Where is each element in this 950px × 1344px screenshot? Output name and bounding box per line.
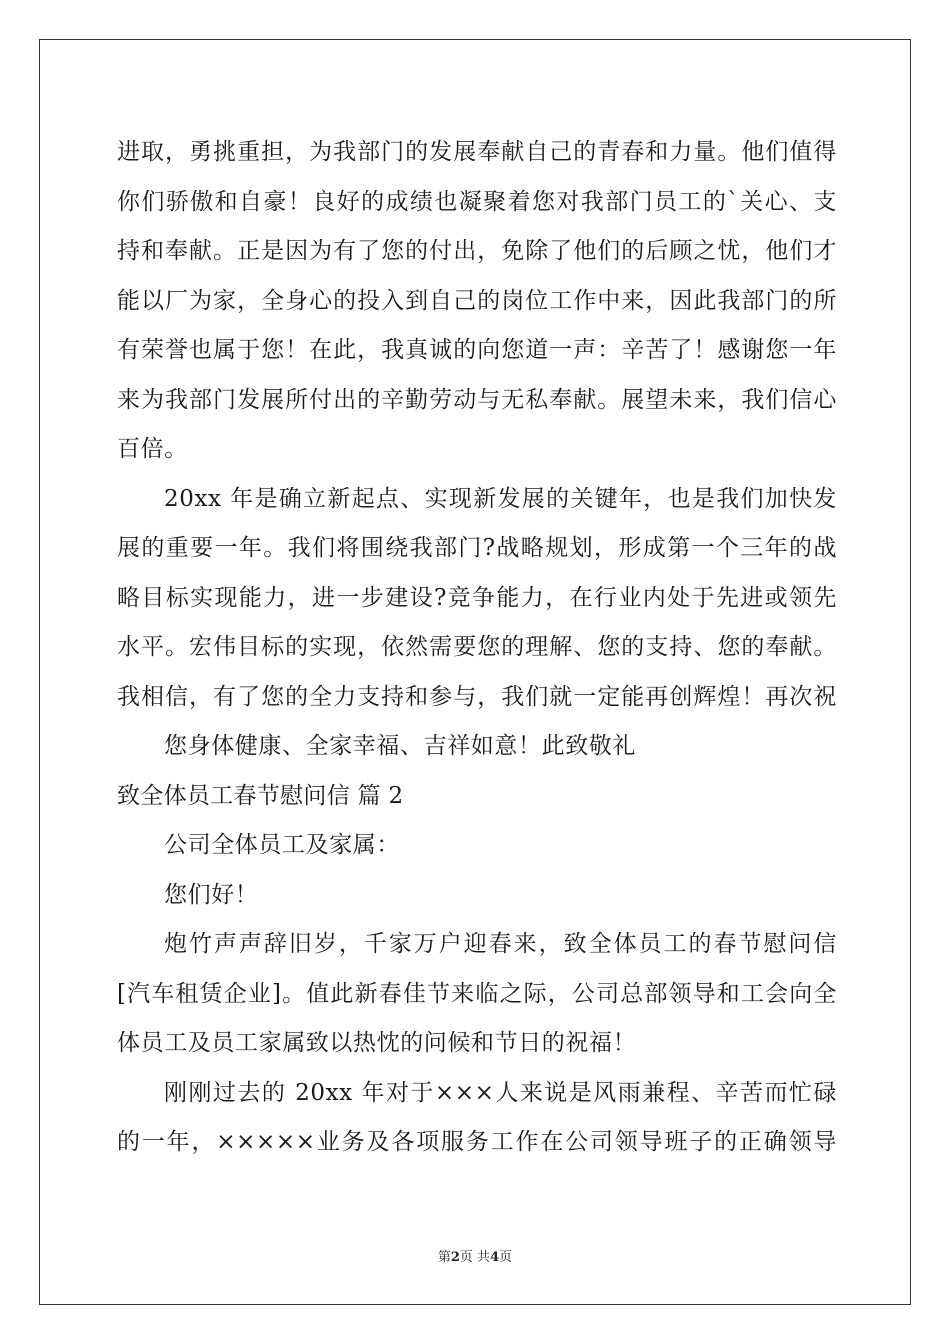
footer-suffix: 页: [499, 1250, 513, 1265]
text-line: 来为我部门发展所付出的辛勤劳动与无私奉献。展望未来，我们信心: [117, 386, 837, 413]
text-line: 持和奉献。正是因为有了您的付出，免除了他们的后顾之忧，他们才: [117, 238, 837, 264]
footer-prefix: 第: [437, 1250, 451, 1265]
text-line: 你们骄傲和自豪！良好的成绩也凝聚着您对我部门员工的`关心、支: [117, 188, 837, 215]
total-page-number: 4: [490, 1250, 500, 1265]
text-line: 能以厂为家，全身心的投入到自己的岗位工作中来，因此我部门的所: [117, 287, 837, 314]
text-line: 刚刚过去的 20xx 年对于×××人来说是风雨兼程、辛苦而忙碌: [164, 1079, 837, 1106]
text-line: 水平。宏伟目标的实现，依然需要您的理解、您的支持、您的奉献。: [117, 634, 837, 660]
text-line: 展的重要一年。我们将围绕我部门?战略规划，形成第一个三年的战: [117, 535, 837, 561]
text-line: 您们好！: [164, 881, 259, 908]
text-line: 公司全体员工及家属：: [164, 832, 400, 858]
page-footer: [0, 1246, 950, 1265]
text-line: 百倍。: [117, 436, 188, 462]
text-line: 您身体健康、全家幸福、吉祥如意！此致敬礼: [164, 733, 636, 759]
text-line: 炮竹声声辞旧岁，千家万户迎春来，致全体员工的春节慰问信: [164, 931, 837, 957]
text-line: [汽车租赁企业]。值此新春佳节来临之际，公司总部领导和工会向全: [117, 980, 837, 1007]
current-page-number: 2: [450, 1250, 460, 1265]
text-line: 我相信，有了您的全力支持和参与，我们就一定能再创辉煌！再次祝: [117, 683, 837, 710]
section-heading: 致全体员工春节慰问信 篇 2: [117, 782, 404, 809]
text-line: 有荣誉也属于您！在此，我真诚的向您道一声：辛苦了！感谢您一年: [117, 337, 837, 363]
document-body: [117, 128, 837, 1168]
text-line: 的一年，×××××业务及各项服务工作在公司领导班子的正确领导: [117, 1129, 837, 1155]
footer-mid: 页 共: [459, 1250, 491, 1265]
text-line: 20xx 年是确立新起点、实现新发展的关键年，也是我们加快发: [164, 485, 837, 512]
text-line: 进取，勇挑重担，为我部门的发展奉献自己的青春和力量。他们值得: [117, 139, 837, 165]
text-line: 略目标实现能力，进一步建设?竞争能力，在行业内处于先进或领先: [117, 584, 837, 611]
text-line: 体员工及员工家属致以热忱的问候和节日的祝福！: [117, 1030, 637, 1056]
